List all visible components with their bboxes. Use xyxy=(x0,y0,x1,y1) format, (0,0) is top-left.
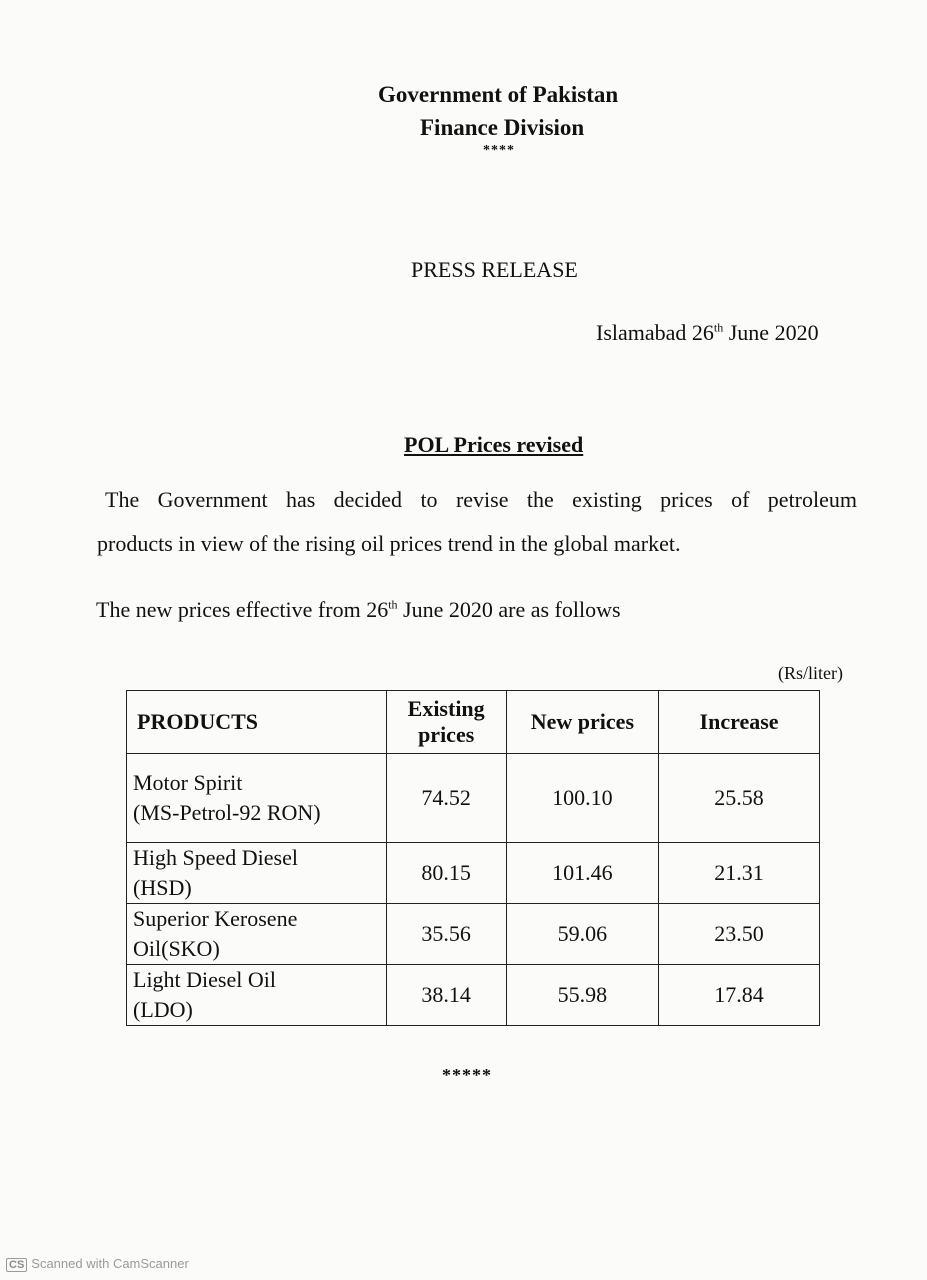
table-row xyxy=(127,843,820,904)
dateline-sup: th xyxy=(713,320,724,335)
dateline xyxy=(596,320,819,346)
paragraph-line-2: products in view of the rising oil prices trend in the global market. xyxy=(97,531,681,556)
price-increase: 21.31 xyxy=(659,843,820,904)
product-name xyxy=(127,965,387,1026)
existing-price: 35.56 xyxy=(386,904,506,965)
footer-separator: ***** xyxy=(442,1065,492,1085)
new-price: 59.06 xyxy=(506,904,658,965)
dateline-place: Islamabad 26 xyxy=(596,320,714,345)
product-name xyxy=(127,843,387,904)
press-release-label: PRESS RELEASE xyxy=(411,257,578,282)
new-price: 100.10 xyxy=(506,754,658,843)
effective-pre: The new prices effective from 26 xyxy=(96,597,389,622)
government-heading: Government of Pakistan xyxy=(378,82,619,107)
product-name-line-2: (LDO) xyxy=(133,997,193,1022)
table-row xyxy=(127,754,820,843)
table-row xyxy=(127,904,820,965)
product-name-line-1: Superior Kerosene xyxy=(133,906,298,931)
paragraph-line-1: The Government has decided to revise the existing prices of petroleum xyxy=(105,487,857,512)
price-increase: 25.58 xyxy=(659,754,820,843)
header-existing-prices: Existing prices xyxy=(386,691,506,754)
table-row xyxy=(127,965,820,1026)
header-products: PRODUCTS xyxy=(127,691,387,754)
new-price: 55.98 xyxy=(506,965,658,1026)
price-increase: 17.84 xyxy=(659,965,820,1026)
header-increase: Increase xyxy=(659,691,820,754)
product-name-line-1: Light Diesel Oil xyxy=(133,967,276,992)
product-name xyxy=(127,904,387,965)
effective-sup: th xyxy=(388,597,398,612)
existing-price: 38.14 xyxy=(386,965,506,1026)
table-header-row xyxy=(127,691,820,754)
new-price: 101.46 xyxy=(506,843,658,904)
dateline-rest: June 2020 xyxy=(723,320,819,345)
division-heading: Finance Division xyxy=(420,115,585,140)
product-name-line-2: (MS-Petrol-92 RON) xyxy=(133,800,321,825)
release-title: POL Prices revised xyxy=(404,432,584,457)
product-name-line-2: Oil(SKO) xyxy=(133,936,220,961)
camscanner-logo-icon: CS xyxy=(6,1258,27,1272)
effective-post: June 2020 are as follows xyxy=(397,597,621,622)
body-paragraph xyxy=(97,478,857,566)
existing-price: 80.15 xyxy=(386,843,506,904)
scanner-text: Scanned with CamScanner xyxy=(31,1256,189,1271)
scanner-watermark xyxy=(6,1256,189,1272)
product-name-line-1: Motor Spirit xyxy=(133,770,243,795)
header-new-prices: New prices xyxy=(506,691,658,754)
unit-label: (Rs/liter) xyxy=(778,663,843,683)
price-table xyxy=(126,690,820,1026)
product-name-line-2: (HSD) xyxy=(133,875,192,900)
header-separator: **** xyxy=(483,143,515,158)
existing-price: 74.52 xyxy=(386,754,506,843)
price-increase: 23.50 xyxy=(659,904,820,965)
product-name-line-1: High Speed Diesel xyxy=(133,845,298,870)
product-name xyxy=(127,754,387,843)
effective-statement xyxy=(96,597,621,623)
